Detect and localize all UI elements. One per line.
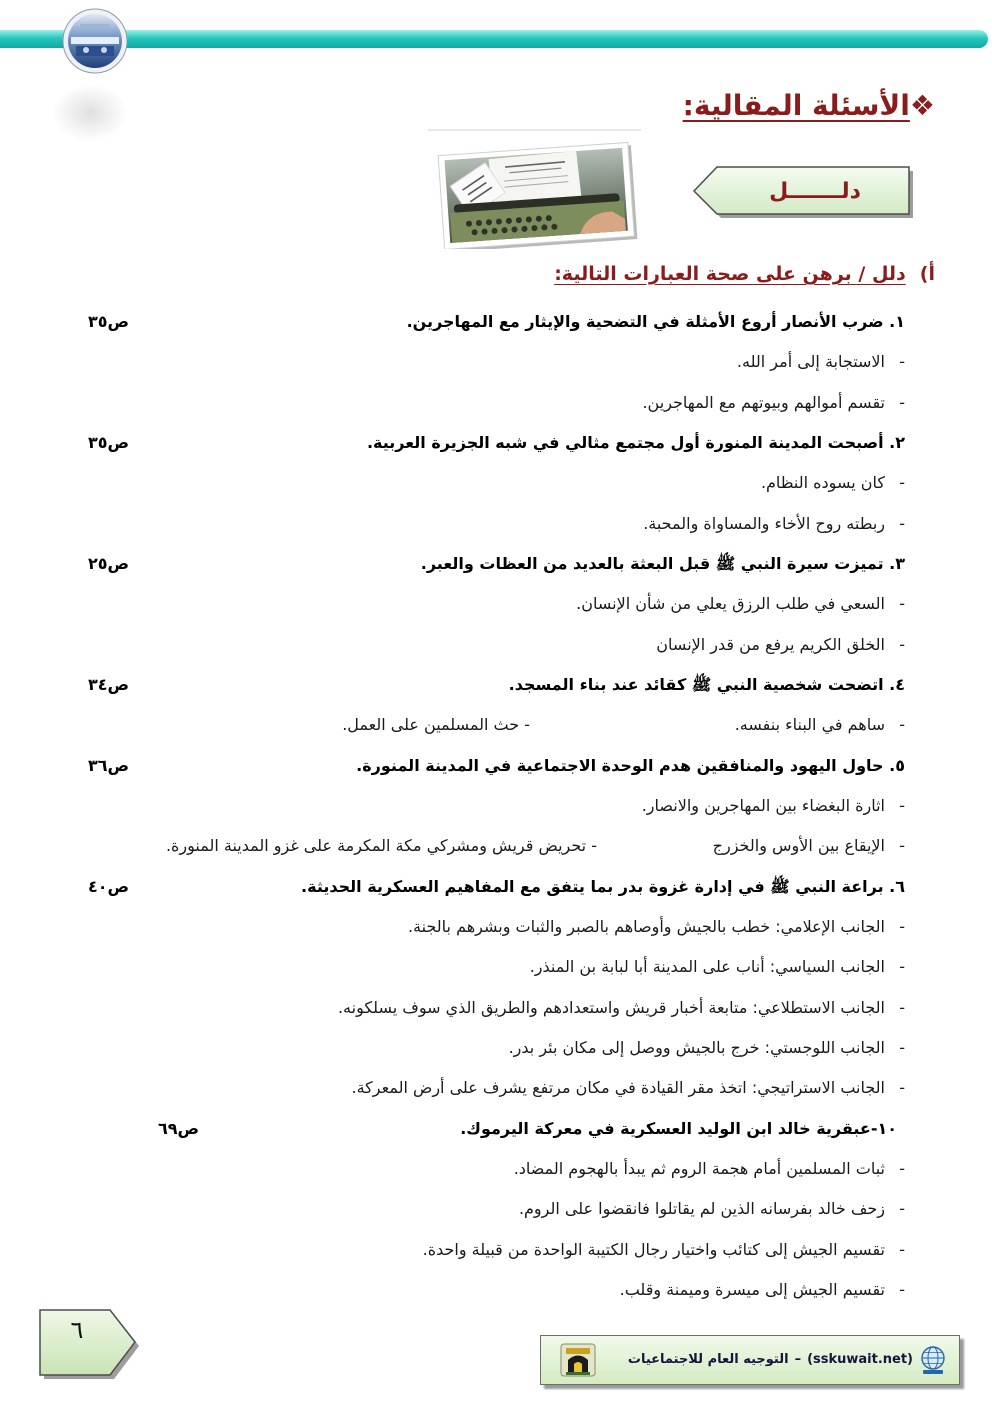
bullet-marker: - [899,392,905,412]
page-reference: ص٣٤ [88,674,130,694]
question-3 [0,544,992,584]
answer-text: زحف خالد بفرسانه الذين لم يقاتلوا فانقضوا على الروم. [518,1199,885,1219]
bullet-marker: - [899,997,905,1017]
question-text: ٥. حاول اليهود والمنافقين هدم الوحدة الاجتماعية في المدينة المنورة. [356,755,905,775]
bullet-marker: - [899,594,905,614]
question-text: ٤. اتضحت شخصية النبي ﷺ كقائد عند بناء المسجد. [508,674,905,694]
bullet-marker: - [899,957,905,977]
logo-shadow [52,84,128,142]
page-reference: ص٣٦ [88,755,130,775]
page-title [683,86,935,126]
bullet-marker: - [899,715,905,735]
bullet-marker: - [899,1239,905,1259]
bullet-marker: - [899,836,905,856]
bullet-marker: - [899,916,905,936]
answer-point [0,826,992,866]
question-text: ١. ضرب الأنصار أروع الأمثلة في التضحية والإيثار مع المهاجرين. [406,312,905,331]
part-heading [554,259,935,289]
question-6 [0,867,992,907]
questions-list [0,302,992,1310]
answer-point [0,1189,992,1229]
answer-point [0,705,992,745]
answer-text: تحريض قريش ومشركي مكة المكرمة على غزو المدينة المنورة. [165,836,587,856]
answer-text: تقسيم الجيش إلى كتائب واختيار رجال الكتيبة الواحدة من قبيلة واحدة. [422,1239,885,1259]
footer-banner [540,1335,960,1385]
footer-organization: التوجيه العام للاجتماعيات [627,1352,789,1367]
footer-website: (sskuwait.net) [807,1352,913,1367]
bullet-marker: - [524,715,530,735]
question-4 [0,665,992,705]
answer-point [0,1270,992,1310]
seal-logo [62,8,128,74]
answer-text: كان يسوده النظام. [760,473,885,493]
answer-point [0,1149,992,1189]
answer-text: الإيقاع بين الأوس والخزرج [712,836,885,856]
answer-point [0,584,992,624]
answer-point [0,947,992,987]
bullet-marker: - [899,1078,905,1098]
answer-point [0,988,992,1028]
part-letter: أ) [919,263,935,285]
question-text: ٢. أصبحت المدينة المنورة أول مجتمع مثالي في شبه الجزيرة العربية. [366,432,905,452]
answer-text: ربطته روح الأخاء والمساواة والمحبة. [643,513,885,533]
page-title-text: الأسئلة المقالية: [682,89,910,122]
answer-text: حث المسلمين على العمل. [342,715,520,735]
bullet-marker: - [591,836,597,856]
answer-point [0,907,992,947]
globe-icon [917,1345,949,1375]
answer-text: الجانب اللوجستي: خرج بالجيش ووصل إلى مكان بئر بدر. [508,1037,885,1057]
answer-point [0,786,992,826]
bullet-marker: - [899,795,905,815]
answer-text: اثارة البغضاء بين المهاجرين والانصار. [641,795,885,815]
bullet-marker: - [899,1158,905,1178]
answer-text: تقسم أموالهم وبيوتهم مع المهاجرين. [642,392,885,412]
page-reference: ص٣٥ [88,432,130,452]
answer-point [0,625,992,665]
question-text: ٣. تميزت سيرة النبي ﷺ قبل البعثة بالعديد من العظات والعبر. [420,553,905,573]
typewriter-picture [427,127,643,249]
answer-text: السعي في طلب الرزق يعلي من شأن الإنسان. [576,594,885,614]
answer-point [0,1230,992,1270]
banner-label: دلـــــــل [769,179,861,204]
answer-point [0,342,992,382]
answer-text: ساهم في البناء بنفسه. [734,715,885,735]
page-number: ٦ [70,1316,84,1344]
page-reference: ص٣٥ [88,312,130,331]
answer-text: ثبات المسلمين أمام هجمة الروم ثم يبدأ بالهجوم المضاد. [513,1158,885,1178]
question-2 [0,423,992,463]
answer-point [0,1028,992,1068]
footer-separator: – [794,1352,802,1367]
bullet-marker: - [899,1199,905,1219]
bullet-marker: - [899,1037,905,1057]
answer-text: الجانب الاستطلاعي: متابعة أخبار قريش واستعدادهم والطريق الذي سوف يسلكونه. [337,997,885,1017]
answer-point-second [166,826,597,866]
part-instruction: دلل / برهن على صحة العبارات التالية: [554,263,906,285]
bullet-marker: - [899,513,905,533]
footer-text [628,1336,913,1384]
bullet-marker: - [899,1279,905,1299]
page-reference: ص٤٠ [88,876,130,896]
bullet-marker: - [899,352,905,372]
answer-text: الجانب الإعلامي: خطب بالجيش وأوصاهم بالصبر والثبات وبشرهم بالجنة. [407,916,885,936]
answer-point [0,504,992,544]
top-teal-bar [0,30,988,48]
bullet-marker: - [899,473,905,493]
diamond-bullet-icon: ❖ [909,89,935,122]
question-10 [0,1109,992,1149]
answer-point [0,383,992,423]
question-text: ٦. براعة النبي ﷺ في إدارة غزوة بدر بما يتفق مع المفاهيم العسكرية الحديثة. [301,876,905,896]
page-reference: ص٢٥ [88,553,130,573]
question-1 [0,302,992,342]
page-reference: ص٦٩ [158,1118,200,1138]
answer-point-second [342,705,530,745]
answer-point [0,1068,992,1108]
answer-text: الجانب الاستراتيجي: اتخذ مقر القيادة في مكان مرتفع يشرف على أرض المعركة. [351,1078,885,1098]
question-text: ١٠-عبقرية خالد ابن الوليد العسكرية في معركة اليرموك. [460,1118,897,1138]
answer-point [0,463,992,503]
answer-text: الاستجابة إلى أمر الله. [736,352,885,372]
question-5 [0,746,992,786]
answer-text: الخلق الكريم يرفع من قدر الإنسان [656,634,885,654]
bullet-marker: - [899,634,905,654]
answer-text: الجانب السياسي: أناب على المدينة أبا لبابة بن المنذر. [529,957,885,977]
ministry-logo-icon [560,1343,596,1377]
answer-text: تقسيم الجيش إلى ميسرة وميمنة وقلب. [619,1279,885,1299]
